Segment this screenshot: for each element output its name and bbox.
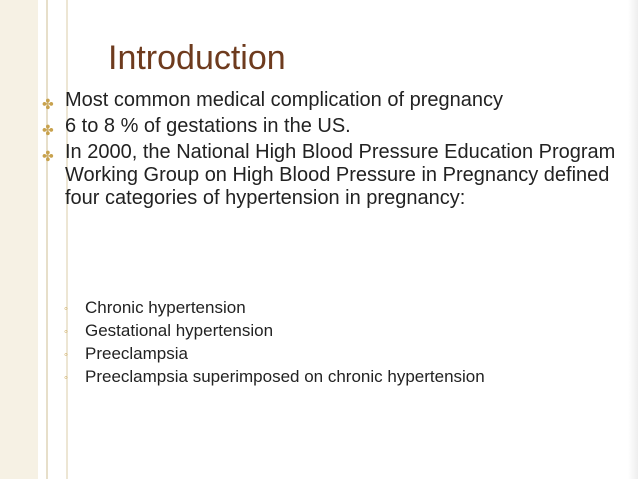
bullet-text: In 2000, the National High Blood Pressure Education Program Working Group on High Blood Pressure in Pregnancy defined four categories of hypertension in pregnancy: <box>65 141 616 209</box>
circle-bullet-icon: ◦ <box>64 303 68 315</box>
circle-bullet-icon: ◦ <box>64 372 68 384</box>
slide-title: Introduction <box>108 39 286 77</box>
left-decorative-band <box>0 0 38 479</box>
bullet-item <box>40 89 620 112</box>
flower-bullet-icon: ✤ <box>42 148 54 164</box>
sub-bullet-text: Gestational hypertension <box>85 321 274 340</box>
bullet-text: 6 to 8 % of gestations in the US. <box>65 115 351 137</box>
bullet-item <box>40 115 620 138</box>
sub-bullet-list <box>64 297 485 389</box>
flower-bullet-icon: ✤ <box>42 96 54 112</box>
sub-bullet-item <box>64 343 485 364</box>
right-edge-shadow <box>628 0 638 479</box>
bullet-item <box>40 141 620 210</box>
circle-bullet-icon: ◦ <box>64 349 68 361</box>
flower-bullet-icon: ✤ <box>42 122 54 138</box>
left-decorative-line-inner <box>66 0 68 479</box>
sub-bullet-text: Preeclampsia <box>85 344 188 363</box>
sub-bullet-item <box>64 320 485 341</box>
bullet-list <box>40 89 620 213</box>
circle-bullet-icon: ◦ <box>64 326 68 338</box>
sub-bullet-item <box>64 366 485 387</box>
left-decorative-line <box>46 0 48 479</box>
sub-bullet-text: Chronic hypertension <box>85 298 246 317</box>
bullet-text: Most common medical complication of pregnancy <box>65 89 503 111</box>
sub-bullet-text: Preeclampsia superimposed on chronic hypertension <box>85 367 485 386</box>
sub-bullet-item <box>64 297 485 318</box>
